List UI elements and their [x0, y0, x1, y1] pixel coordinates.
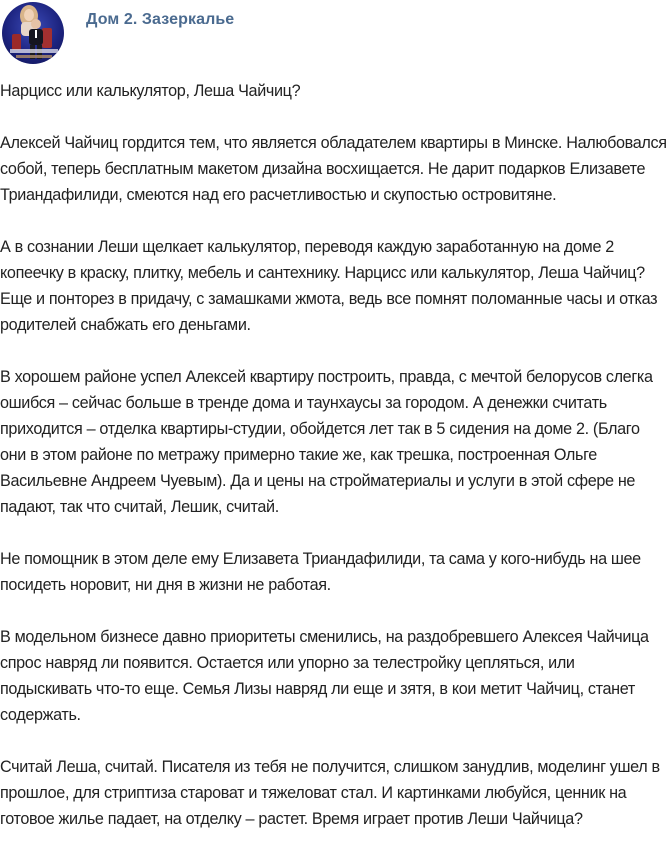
post-paragraph: Алексей Чайчиц гордится тем, что является обладателем квартиры в Минске. Налюбовался собой, теперь бесплатным макетом дизайна восхищается. Не дарит подарков Елизавете Триандафилиди, смеются над его расчетливостью и скупостью островитяне. [0, 134, 667, 204]
group-avatar[interactable] [2, 2, 64, 64]
post-paragraph: Не помощник в этом деле ему Елизавета Триандафилиди, та сама у кого-нибудь на шее посидеть норовит, ни дня в жизни не работая. [0, 550, 641, 594]
post-paragraph: А в сознании Леши щелкает калькулятор, переводя каждую заработанную на доме 2 копеечку в краску, плитку, мебель и сантехнику. Нарцисс или калькулятор, Леша Чайчиц? Еще и понторез в придачу, с замашками жмота, ведь все помнят поломанные часы и отказ родителей снабжать его деньгами. [0, 238, 658, 334]
post-text [0, 78, 668, 858]
post-paragraph: Считай Леша, считай. Писателя из тебя не получится, слишком занудлив, моделинг ушел в прошлое, для стриптиза староват и тяжеловат стал. И картинками любуйся, ценник на готовое жилье падает, на отделку – растет. Время играет против Леши Чайчица? [0, 758, 660, 828]
group-name-link[interactable]: Дом 2. Зазеркалье [86, 11, 235, 28]
post-header [0, 0, 670, 66]
post-paragraph: В модельном бизнесе давно приоритеты сменились, на раздобревшего Алексея Чайчица спрос навряд ли появится. Остается или упорно за телестройку цепляться, или подыскивать что-то еще. Семья Лизы навряд ли еще и зятя, в кои метит Чайчиц, станет содержать. [0, 628, 649, 724]
post-paragraph: В хорошем районе успел Алексей квартиру построить, правда, с мечтой белорусов слегка ошибся – сейчас больше в тренде дома и таунхаусы за городом. А денежки считать приходится – отделка квартиры-студии, обойдется лет так в 5 сидения на доме 2. (Благо они в этом районе по метражу примерно такие же, как трешка, построенная Ольге Васильевне Андреем Чуевым). Да и цены на стройматериалы и услуги в этой сфере не падают, так что считай, Лешик, считай. [0, 368, 653, 516]
avatar-image-icon [2, 2, 64, 64]
post-paragraph: Нарцисс или калькулятор, Леша Чайчиц? [0, 82, 301, 100]
